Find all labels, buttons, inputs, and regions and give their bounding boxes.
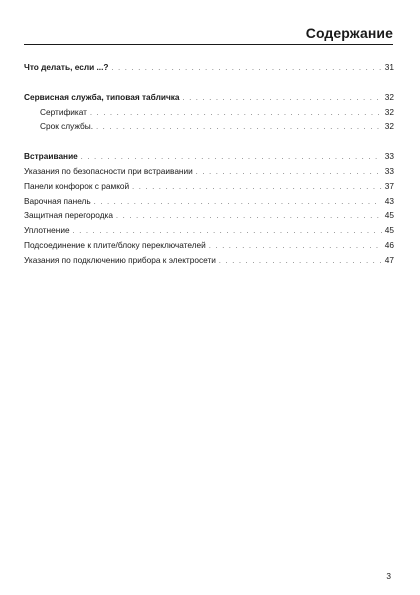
toc-entry-page: 33 xyxy=(384,165,394,176)
toc-entry-label: Срок службы. xyxy=(40,121,94,132)
toc-section-troubleshooting xyxy=(24,61,394,76)
toc-dot-leader xyxy=(219,256,382,269)
toc-entry-label: Сервисная служба, типовая табличка xyxy=(24,91,180,102)
toc-entry-page: 37 xyxy=(384,180,394,191)
toc-entry-label: Варочная панель xyxy=(24,195,91,206)
toc-dot-leader xyxy=(209,241,382,254)
toc-dot-leader xyxy=(111,63,381,76)
page-title: Содержание xyxy=(305,25,393,41)
toc-entry-label: Уплотнение xyxy=(24,225,70,236)
toc-entry[interactable] xyxy=(24,106,394,121)
toc-entry-label: Подсоединение к плите/блоку переключателей xyxy=(24,239,206,250)
toc-dot-leader xyxy=(96,122,382,135)
toc-entry-label: Защитная перегородка xyxy=(24,210,113,221)
toc-dot-leader xyxy=(73,226,382,239)
toc-dot-leader xyxy=(183,93,382,106)
toc-dot-leader xyxy=(94,197,382,210)
toc-entry[interactable] xyxy=(24,180,394,195)
toc-entry-page: 46 xyxy=(384,239,394,250)
toc-section-installation xyxy=(24,150,394,268)
toc-entry[interactable] xyxy=(24,224,394,239)
toc-entry-page: 33 xyxy=(384,151,394,162)
toc-dot-leader xyxy=(81,152,382,165)
toc-entry[interactable] xyxy=(24,209,394,224)
toc-section-service xyxy=(24,91,394,135)
toc-entry-page: 31 xyxy=(384,62,394,72)
toc-entry-label: Указания по безопасности при встраивании xyxy=(24,165,193,176)
toc-dot-leader xyxy=(116,211,382,224)
header-divider xyxy=(24,44,393,45)
toc-entry[interactable] xyxy=(24,195,394,210)
toc-entry[interactable] xyxy=(24,254,394,269)
toc-entry-label: Панели конфорок с рамкой xyxy=(24,180,130,191)
toc-entry-page: 45 xyxy=(384,225,394,236)
toc-entry[interactable] xyxy=(24,120,394,135)
toc-entry[interactable] xyxy=(24,150,394,165)
toc-dot-leader xyxy=(132,182,382,195)
toc-entry-page: 32 xyxy=(384,91,394,102)
toc-entry-label: Указания по подключению прибора к электросети xyxy=(24,254,216,265)
toc-entry[interactable] xyxy=(24,91,394,106)
toc-entry[interactable] xyxy=(24,239,394,254)
toc-entry[interactable] xyxy=(24,165,394,180)
table-of-contents xyxy=(24,61,394,284)
toc-entry-page: 43 xyxy=(384,195,394,206)
toc-entry-label: Сертификат xyxy=(40,106,87,117)
page-header xyxy=(24,24,393,44)
toc-entry-page: 32 xyxy=(384,121,394,132)
toc-entry-page: 32 xyxy=(384,106,394,117)
page-number: 3 xyxy=(386,571,391,581)
toc-entry-page: 47 xyxy=(384,254,394,265)
toc-dot-leader xyxy=(196,167,382,180)
toc-entry[interactable] xyxy=(24,61,394,76)
toc-entry-label: Встраивание xyxy=(24,151,78,162)
toc-entry-label: Что делать, если ...? xyxy=(24,62,109,72)
toc-dot-leader xyxy=(90,108,382,121)
toc-entry-page: 45 xyxy=(384,210,394,221)
